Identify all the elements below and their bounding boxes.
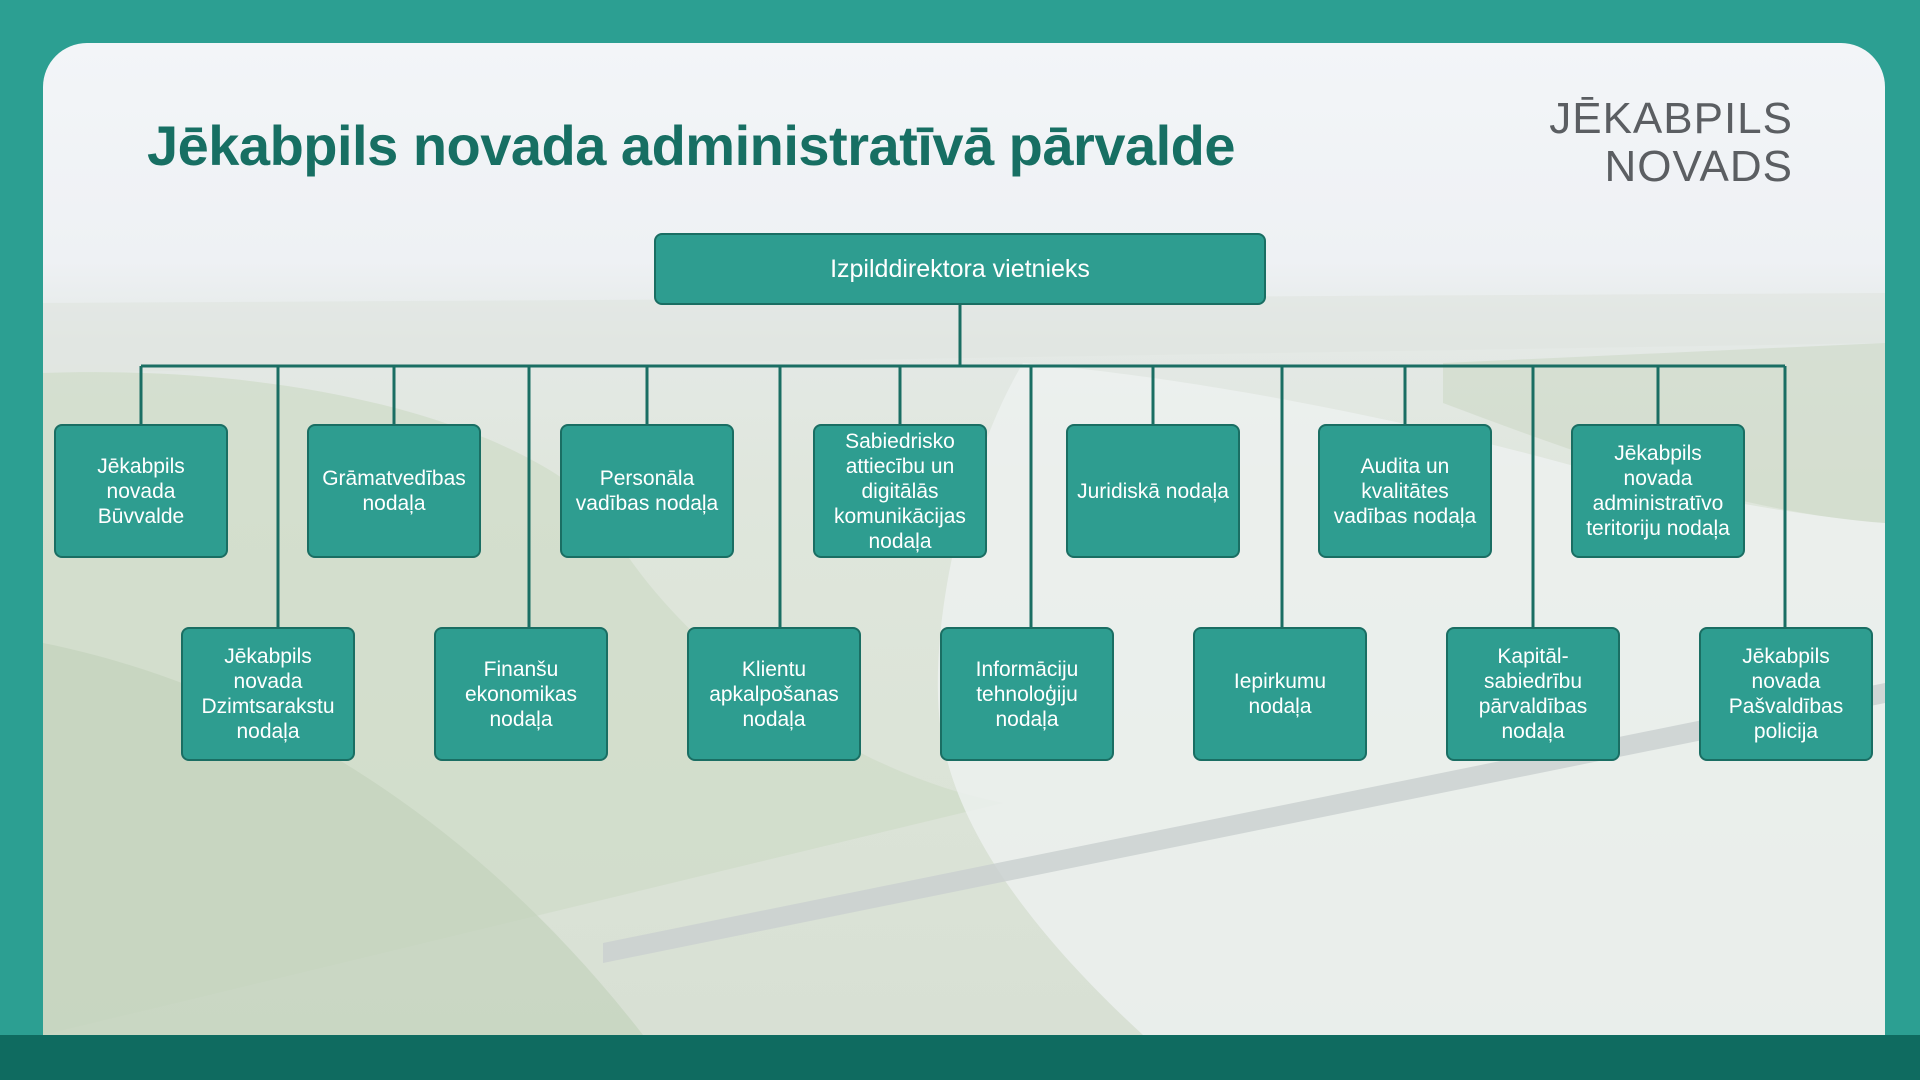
node-label: Finanšu ekonomikas nodaļa bbox=[464, 657, 578, 731]
node-finansu bbox=[434, 627, 608, 761]
node-label: Iepirkumu nodaļa bbox=[1233, 670, 1327, 718]
node-juridiska bbox=[1066, 424, 1240, 558]
node-label: Jēkabpils novada Pašvaldības policija bbox=[1728, 645, 1844, 743]
node-kapitalsabiedribu bbox=[1446, 627, 1620, 761]
org-chart bbox=[43, 43, 1885, 1035]
logo-line-1: JĒKABPILS bbox=[1549, 94, 1793, 143]
slide-card bbox=[43, 43, 1885, 1035]
node-sabiedrisko bbox=[813, 424, 987, 558]
node-dzimtsarakstu bbox=[181, 627, 355, 761]
node-label: Audita un kvalitātes vadības nodaļa bbox=[1333, 454, 1477, 528]
node-audita bbox=[1318, 424, 1492, 558]
logo-line-2: NOVADS bbox=[1604, 142, 1793, 191]
node-label: Juridiskā nodaļa bbox=[1077, 479, 1229, 503]
node-label: Sabiedrisko attiecību un digitālās komunikācijas nodaļa bbox=[834, 429, 966, 553]
node-label: Kapitāl-sabiedrību pārvaldības nodaļa bbox=[1478, 645, 1588, 743]
page-title: Jēkabpils novada administratīvā pārvalde bbox=[147, 114, 1236, 177]
root-node-label: Izpilddirektora vietnieks bbox=[830, 254, 1090, 283]
bottom-bar bbox=[0, 1035, 1920, 1080]
node-buvvalde bbox=[54, 424, 228, 558]
node-label: Jēkabpils novada Būvvalde bbox=[97, 454, 185, 528]
node-label: Personāla vadības nodaļa bbox=[575, 467, 719, 515]
node-teritoriju bbox=[1571, 424, 1745, 558]
node-policija bbox=[1699, 627, 1873, 761]
node-klientu bbox=[687, 627, 861, 761]
node-personala bbox=[560, 424, 734, 558]
node-label: Grāmatvedības nodaļa bbox=[322, 467, 466, 515]
node-label: Jēkabpils novada administratīvo teritoriju nodaļa bbox=[1586, 442, 1730, 540]
node-gramatvedibas bbox=[307, 424, 481, 558]
node-label: Jēkabpils novada Dzimtsarakstu nodaļa bbox=[201, 645, 335, 743]
node-label: Informāciju tehnoloģiju nodaļa bbox=[975, 657, 1079, 731]
node-iepirkumu bbox=[1193, 627, 1367, 761]
node-it bbox=[940, 627, 1114, 761]
node-label: Klientu apkalpošanas nodaļa bbox=[709, 657, 839, 731]
root-node bbox=[654, 233, 1266, 305]
